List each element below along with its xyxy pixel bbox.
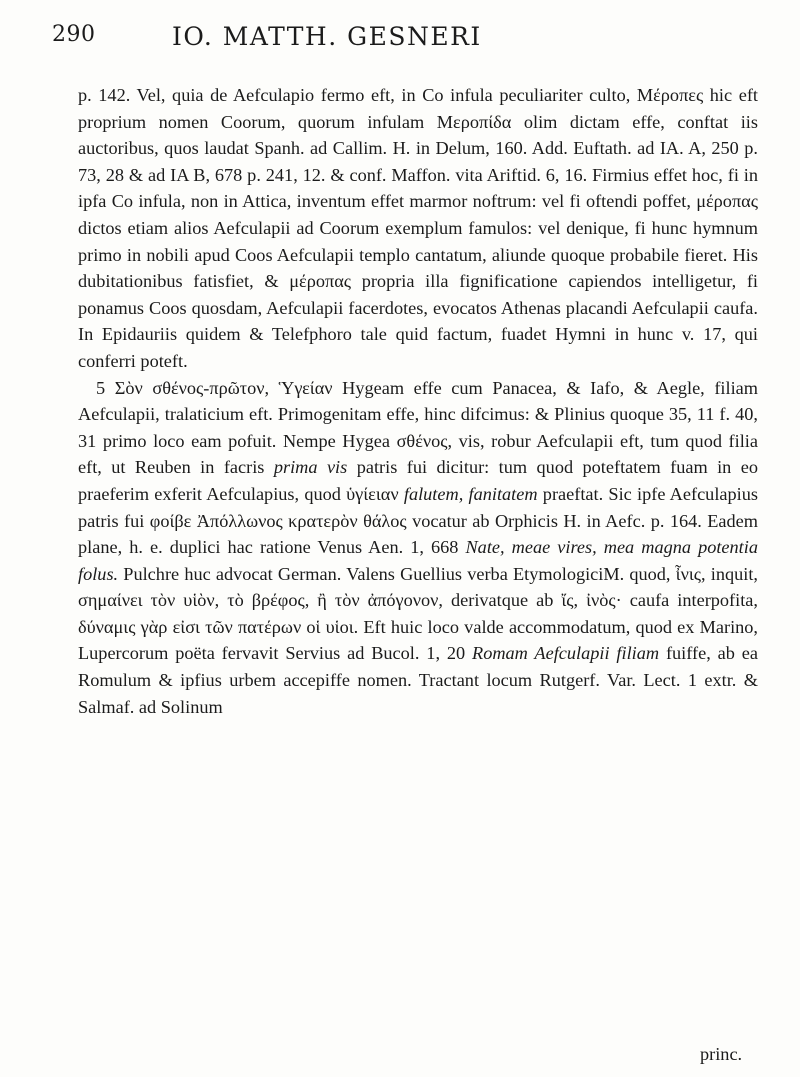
italic-salutem: falutem, fanitatem [403, 483, 538, 504]
note-5-tail: fuiffe, ab ea Romulum & ipfius urbem accepiffe nomen. Tractant locum Rutgerf. Var. Lect. 1 extr. & Salmaf. ad Solinum [78, 643, 758, 717]
page-header [52, 22, 752, 56]
italic-romam: Romam Aefculapii filiam [472, 643, 660, 664]
note-5-mid2: praeftat. Sic ipfe Aefculapius patris fui φοίβε Ἀπόλλωνος κρατερὸν θάλος vocatur ab Orphicis H. in Aefc. p. 164. Eadem plane, h. e. duplici hac ratione Venus Aen. 1, 668 [78, 483, 758, 558]
paragraph-note-5 [78, 375, 758, 721]
running-head: IO. MATTH. GESNERI [172, 22, 482, 51]
note-5-lead: 5 Σὸν σθένος-πρῶτον, Ὑγείαν Hygeam effe cum Panacea, & Iafo, & Aegle, filiam Aefculapii, tralaticium eft. Primogenitam effe, hinc difcimus: & Plinius quoque 35, 11 f. 40, 31 primo loco eam pofuit. Nempe Hygea σθένος, vis, robur Aefculapii eft, tum quod filia eft, ut Reuben in facris [78, 377, 758, 478]
italic-virgil-quote: Nate, meae vires, mea magna potentia folus. [78, 537, 758, 584]
body-text [78, 82, 758, 720]
catchword: princ. [700, 1044, 743, 1064]
note-5-end: Pulchre huc advocat German. Valens Guellius verba EtymologiciM. quod, ἶνις, inquit, σημαίνει τὸν υἱὸν, τὸ βρέφος, ἢ τὸν ἀπόγονον, derivatque ab ἴς, ἰνὸς· caufa interpofita, δύναμις γὰρ εἰσι τῶν πατέρων οἱ υἱοι. Eft huic loco valde accommodatum, quod ex Marino, Lupercorum poëta fervavit Servius ad Bucol. 1, 20 [78, 563, 758, 664]
italic-prima-vis: prima vis [273, 457, 348, 478]
page-number: 290 [52, 22, 96, 47]
paragraph-note-142: p. 142. Vel, quia de Aefculapio fermo eft, in Co infula peculiariter culto, Μέροπες hic eft proprium nomen Coorum, quorum infulam Μεροπίδα olim dictam effe, conftat iis auctoribus, quos laudat Spanh. ad Callim. H. in Delum, 160. Add. Euftath. ad IA. A, 250 p. 73, 28 & ad IA B, 678 p. 241, 12. & conf. Maffon. vita Ariftid. 6, 16. Firmius effet hoc, fi in ipfa Co infula, non in Attica, inventum effet marmor noftrum: vel fi oftendi poffet, μέροπας dictos etiam alios Aefculapii ad Coorum exemplum famulos: vel denique, fi hunc hymnum primo in nobili apud Coos Aefculapii templo cantatum, aliunde quoque probabile fieret. His dubitationibus fatisfiet, & μέροπας propria illa fignificatione capiendos intelligetur, fi ponamus Coos quosdam, Aefculapii facerdotes, evocatos Athenas placandi Aefculapii caufa. In Epidauriis quidem & Telefphoro tale quid factum, fuadet Hymni in hunc v. 17, qui conferri poteft. [78, 85, 758, 371]
note-5-mid: patris fui dicitur: tum quod poteftatem fuam in eo praeferim exferit Aefculapius, quod ὑγίειαν [78, 457, 758, 504]
